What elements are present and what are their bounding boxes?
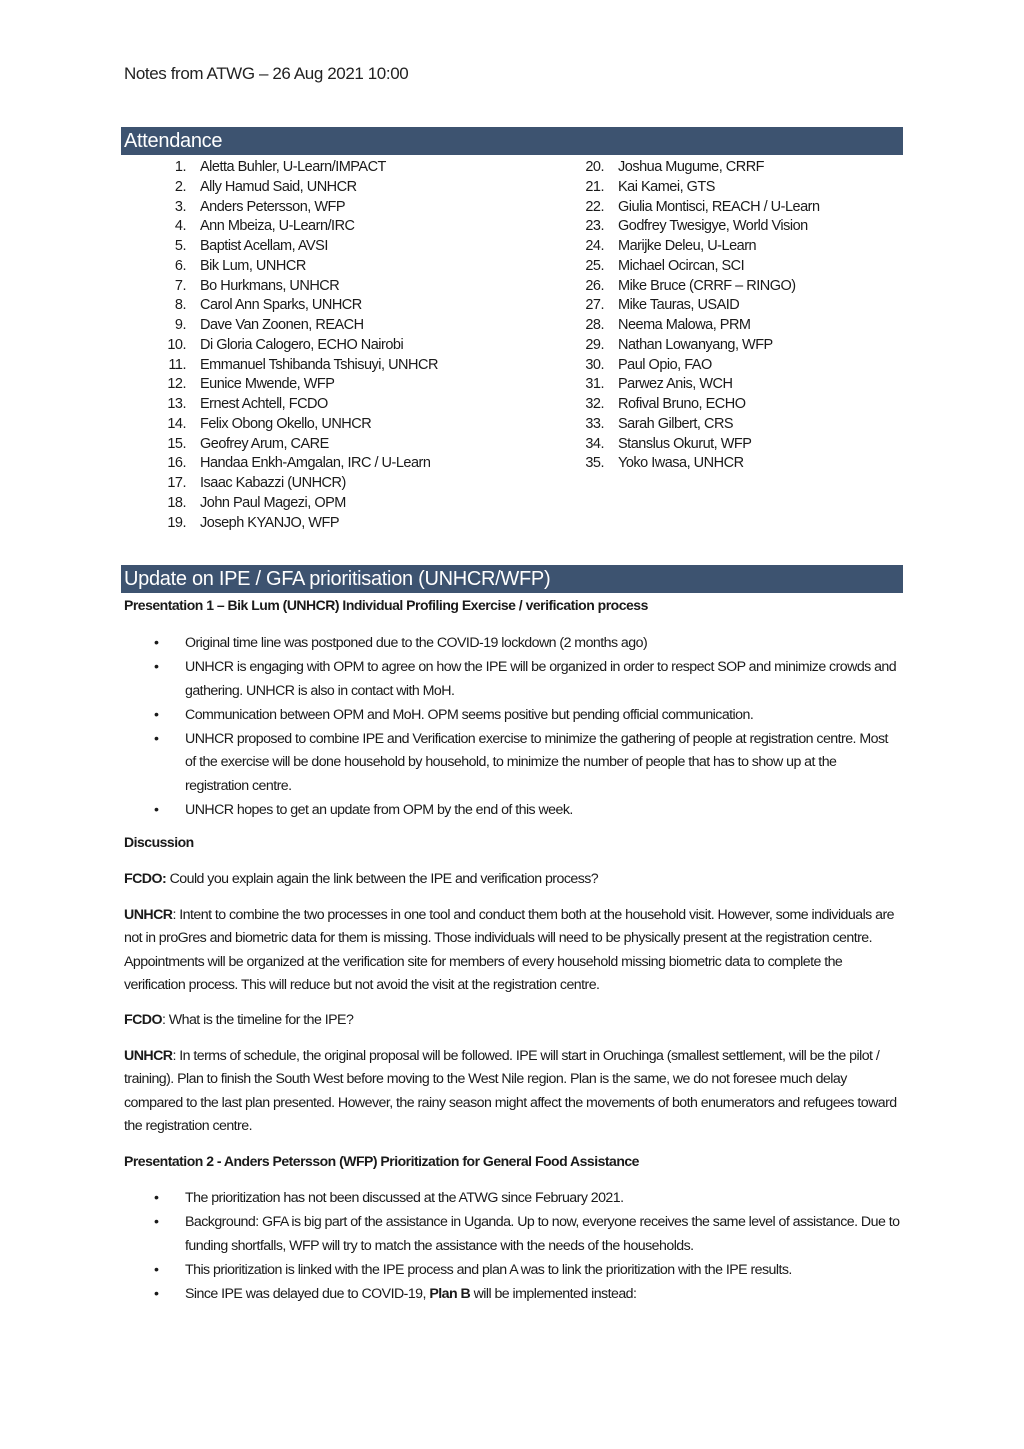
attendee-item bbox=[156, 494, 438, 514]
attendee-name: Joseph KYANJO, WFP bbox=[200, 514, 339, 531]
attendee-item bbox=[574, 198, 820, 218]
attendee-name: Di Gloria Calogero, ECHO Nairobi bbox=[200, 336, 404, 353]
attendee-item bbox=[574, 277, 820, 297]
attendee-number: 11. bbox=[168, 356, 186, 373]
attendee-item bbox=[156, 435, 438, 455]
attendee-item bbox=[574, 375, 820, 395]
attendee-name: Godfrey Twesigye, World Vision bbox=[618, 218, 808, 235]
attendee-name: Ann Mbeiza, U-Learn/IRC bbox=[200, 218, 355, 235]
plan-b-label: Plan B bbox=[429, 1285, 471, 1302]
attendee-item bbox=[156, 395, 438, 415]
attendee-name: Parwez Anis, WCH bbox=[618, 376, 733, 393]
attendee-item bbox=[156, 217, 438, 237]
bullet-text: The prioritization has not been discussed at the ATWG since February 2021. bbox=[185, 1190, 624, 1206]
attendee-item bbox=[156, 198, 438, 218]
question-text: Could you explain again the link between the IPE and verification process? bbox=[166, 871, 599, 887]
bullet-dot-icon: • bbox=[154, 730, 159, 747]
discussion-answer-1 bbox=[124, 904, 904, 997]
attendee-item bbox=[156, 277, 438, 297]
attendee-number: 19. bbox=[167, 514, 186, 531]
bullet-text: will be implemented instead: bbox=[470, 1285, 637, 1302]
attendance-list-left bbox=[156, 158, 438, 533]
attendee-name: Michael Ocircan, SCI bbox=[618, 257, 745, 274]
attendee-name: Isaac Kabazzi (UNHCR) bbox=[200, 475, 346, 491]
question-text: : What is the timeline for the IPE? bbox=[162, 1012, 354, 1028]
attendee-number: 20. bbox=[585, 159, 604, 175]
attendee-item bbox=[574, 158, 820, 178]
attendee-name: John Paul Magezi, OPM bbox=[200, 494, 346, 511]
attendee-item bbox=[156, 454, 438, 474]
attendee-item bbox=[574, 257, 820, 277]
bullet-item bbox=[150, 1187, 900, 1211]
attendee-item bbox=[574, 415, 820, 435]
attendee-number: 5. bbox=[174, 238, 186, 254]
attendee-name: Stanslus Okurut, WFP bbox=[618, 435, 752, 452]
attendee-name: Mike Bruce (CRRF – RINGO) bbox=[618, 277, 796, 294]
attendee-item bbox=[574, 178, 820, 198]
attendee-number: 23. bbox=[585, 218, 604, 235]
presentation-1-bullets bbox=[150, 632, 900, 823]
attendee-number: 35. bbox=[585, 455, 604, 472]
attendee-name: Bik Lum, UNHCR bbox=[200, 257, 306, 274]
attendee-number: 26. bbox=[585, 277, 604, 294]
attendee-name: Felix Obong Okello, UNHCR bbox=[200, 415, 372, 432]
attendee-number: 14. bbox=[167, 415, 186, 432]
attendee-item bbox=[574, 237, 820, 257]
attendee-number: 27. bbox=[585, 297, 604, 314]
attendee-number: 31. bbox=[585, 376, 604, 393]
bullet-dot-icon: • bbox=[154, 635, 159, 651]
attendee-number: 24. bbox=[585, 238, 604, 254]
attendee-number: 6. bbox=[174, 257, 186, 274]
attendee-item bbox=[574, 217, 820, 237]
bullet-item bbox=[150, 1211, 900, 1258]
attendee-number: 12. bbox=[167, 376, 186, 393]
speaker-label: FCDO: bbox=[124, 871, 167, 887]
bullet-dot-icon: • bbox=[154, 659, 159, 675]
attendee-item bbox=[156, 257, 438, 277]
document-title: Notes from ATWG – 26 Aug 2021 10:00 bbox=[124, 64, 409, 83]
attendee-item bbox=[156, 316, 438, 336]
attendee-name: Ernest Achtell, FCDO bbox=[200, 396, 328, 412]
attendee-item bbox=[156, 296, 438, 316]
attendee-number: 33. bbox=[585, 415, 604, 432]
attendee-item bbox=[156, 474, 438, 494]
bullet-dot-icon: • bbox=[154, 801, 159, 818]
bullet-item bbox=[150, 728, 900, 799]
attendee-number: 29. bbox=[585, 336, 604, 353]
attendee-item bbox=[156, 415, 438, 435]
speaker-label: FCDO bbox=[124, 1012, 162, 1028]
attendee-item bbox=[574, 454, 820, 474]
bullet-item bbox=[150, 704, 900, 728]
attendee-name: Carol Ann Sparks, UNHCR bbox=[200, 297, 362, 314]
attendee-number: 1. bbox=[174, 159, 186, 175]
bullet-item bbox=[150, 656, 900, 703]
attendee-number: 30. bbox=[585, 356, 604, 373]
attendee-name: Neema Malowa, PRM bbox=[618, 317, 751, 333]
attendee-name: Paul Opio, FAO bbox=[618, 356, 712, 373]
presentation-2-bullets bbox=[150, 1187, 900, 1307]
speaker-label: UNHCR bbox=[124, 907, 173, 923]
bullet-dot-icon: • bbox=[154, 1285, 159, 1302]
bullet-text: Original time line was postponed due to the COVID-19 lockdown (2 months ago) bbox=[185, 635, 648, 651]
attendee-number: 2. bbox=[174, 178, 186, 195]
attendee-item bbox=[574, 296, 820, 316]
attendee-number: 25. bbox=[585, 257, 604, 274]
attendee-item bbox=[574, 316, 820, 336]
bullet-text: UNHCR proposed to combine IPE and Verification exercise to minimize the gathering of people at registration centre. Most of the exercise will be done household by household, to minimize the number of people that has to show up at the registration centre. bbox=[185, 730, 888, 794]
bullet-dot-icon: • bbox=[154, 1261, 159, 1278]
attendee-number: 3. bbox=[174, 198, 186, 215]
attendee-name: Geofrey Arum, CARE bbox=[200, 435, 329, 452]
attendee-name: Nathan Lowanyang, WFP bbox=[618, 336, 773, 353]
attendee-item bbox=[156, 237, 438, 257]
attendee-number: 17. bbox=[167, 475, 186, 491]
attendee-number: 7. bbox=[174, 277, 186, 294]
update-heading: Update on IPE / GFA prioritisation (UNHCR/WFP) bbox=[121, 565, 903, 593]
answer-text: : Intent to combine the two processes in one tool and conduct them both at the household visit. However, some individuals are not in proGres and biometric data for them is missing. Those individuals will need to be physically present at the registration centre. Appointments will be organized at the verification site for members of every household missing biometric data to complete the verification process. This will reduce but not avoid the visit at the registration centre. bbox=[124, 907, 894, 993]
bullet-text: This prioritization is linked with the IPE process and plan A was to link the prioritization with the IPE results. bbox=[185, 1261, 792, 1278]
answer-text: : In terms of schedule, the original proposal will be followed. IPE will start in Oruchinga (smallest settlement, will be the pilot / training). Plan to finish the South West before moving to the West Nile region. Plan is the same, we do not foresee much delay compared to the last plan presented. However, the rainy season might affect the movements of both enumerators and refugees toward the registration centre. bbox=[124, 1048, 897, 1134]
bullet-dot-icon: • bbox=[154, 1190, 159, 1206]
presentation-1-heading: Presentation 1 – Bik Lum (UNHCR) Individual Profiling Exercise / verification process bbox=[124, 597, 648, 613]
attendee-item bbox=[574, 336, 820, 356]
attendee-number: 28. bbox=[585, 317, 604, 333]
discussion-answer-2 bbox=[124, 1045, 904, 1138]
attendance-list-right bbox=[574, 158, 820, 474]
attendee-name: Kai Kamei, GTS bbox=[618, 178, 715, 195]
attendee-name: Mike Tauras, USAID bbox=[618, 297, 740, 314]
attendee-name: Eunice Mwende, WFP bbox=[200, 376, 335, 393]
attendee-number: 34. bbox=[585, 435, 604, 452]
attendee-number: 13. bbox=[167, 396, 186, 412]
bullet-text: UNHCR is engaging with OPM to agree on how the IPE will be organized in order to respect SOP and minimize crowds and gathering. UNHCR is also in contact with MoH. bbox=[185, 659, 897, 699]
attendee-number: 9. bbox=[174, 317, 186, 333]
attendee-name: Sarah Gilbert, CRS bbox=[618, 415, 734, 432]
bullet-item bbox=[150, 632, 900, 656]
attendee-number: 32. bbox=[585, 396, 604, 412]
attendee-number: 22. bbox=[585, 198, 604, 215]
bullet-text: Background: GFA is big part of the assistance in Uganda. Up to now, everyone receives the same level of assistance. Due to funding shortfalls, WFP will try to match the assistance with the needs of the households. bbox=[185, 1214, 900, 1254]
attendee-name: Joshua Mugume, CRRF bbox=[618, 159, 765, 175]
attendee-name: Bo Hurkmans, UNHCR bbox=[200, 277, 340, 294]
bullet-text: Communication between OPM and MoH. OPM seems positive but pending official communication. bbox=[185, 706, 754, 723]
attendee-item bbox=[156, 375, 438, 395]
attendee-name: Marijke Deleu, U-Learn bbox=[618, 238, 757, 254]
discussion-question-1 bbox=[124, 868, 904, 891]
attendee-item bbox=[156, 356, 438, 376]
attendee-name: Rofival Bruno, ECHO bbox=[618, 396, 746, 412]
bullet-text: UNHCR hopes to get an update from OPM by the end of this week. bbox=[185, 801, 573, 818]
attendee-name: Baptist Acellam, AVSI bbox=[200, 238, 328, 254]
bullet-text: Since IPE was delayed due to COVID-19, bbox=[185, 1285, 430, 1302]
attendee-item bbox=[574, 395, 820, 415]
attendee-name: Aletta Buhler, U-Learn/IMPACT bbox=[200, 159, 386, 175]
presentation-2-heading: Presentation 2 - Anders Petersson (WFP) Prioritization for General Food Assistance bbox=[124, 1153, 639, 1169]
attendee-name: Handaa Enkh-Amgalan, IRC / U-Learn bbox=[200, 455, 431, 472]
bullet-item bbox=[150, 799, 900, 823]
attendee-number: 21. bbox=[585, 178, 604, 195]
attendee-name: Dave Van Zoonen, REACH bbox=[200, 317, 364, 333]
attendee-name: Yoko Iwasa, UNHCR bbox=[618, 455, 744, 472]
attendee-number: 8. bbox=[174, 297, 186, 314]
attendee-item bbox=[156, 158, 438, 178]
bullet-dot-icon: • bbox=[154, 706, 159, 723]
bullet-item bbox=[150, 1259, 900, 1283]
attendee-name: Giulia Montisci, REACH / U-Learn bbox=[618, 198, 820, 215]
attendance-heading: Attendance bbox=[121, 127, 903, 155]
attendee-item bbox=[574, 435, 820, 455]
attendee-item bbox=[156, 336, 438, 356]
bullet-dot-icon: • bbox=[154, 1214, 159, 1230]
attendee-number: 18. bbox=[167, 494, 186, 511]
attendee-name: Anders Petersson, WFP bbox=[200, 198, 346, 215]
attendee-item bbox=[156, 178, 438, 198]
attendee-number: 15. bbox=[167, 435, 186, 452]
bullet-item-plan-b bbox=[150, 1283, 900, 1307]
attendee-name: Emmanuel Tshibanda Tshisuyi, UNHCR bbox=[200, 356, 438, 373]
attendee-number: 10. bbox=[167, 336, 186, 353]
discussion-heading: Discussion bbox=[124, 834, 194, 850]
attendee-item bbox=[156, 514, 438, 534]
speaker-label: UNHCR bbox=[124, 1048, 173, 1064]
attendee-item bbox=[574, 356, 820, 376]
attendee-name: Ally Hamud Said, UNHCR bbox=[200, 178, 357, 195]
discussion-question-2 bbox=[124, 1009, 904, 1032]
attendee-number: 4. bbox=[174, 218, 186, 235]
attendee-number: 16. bbox=[167, 455, 186, 472]
